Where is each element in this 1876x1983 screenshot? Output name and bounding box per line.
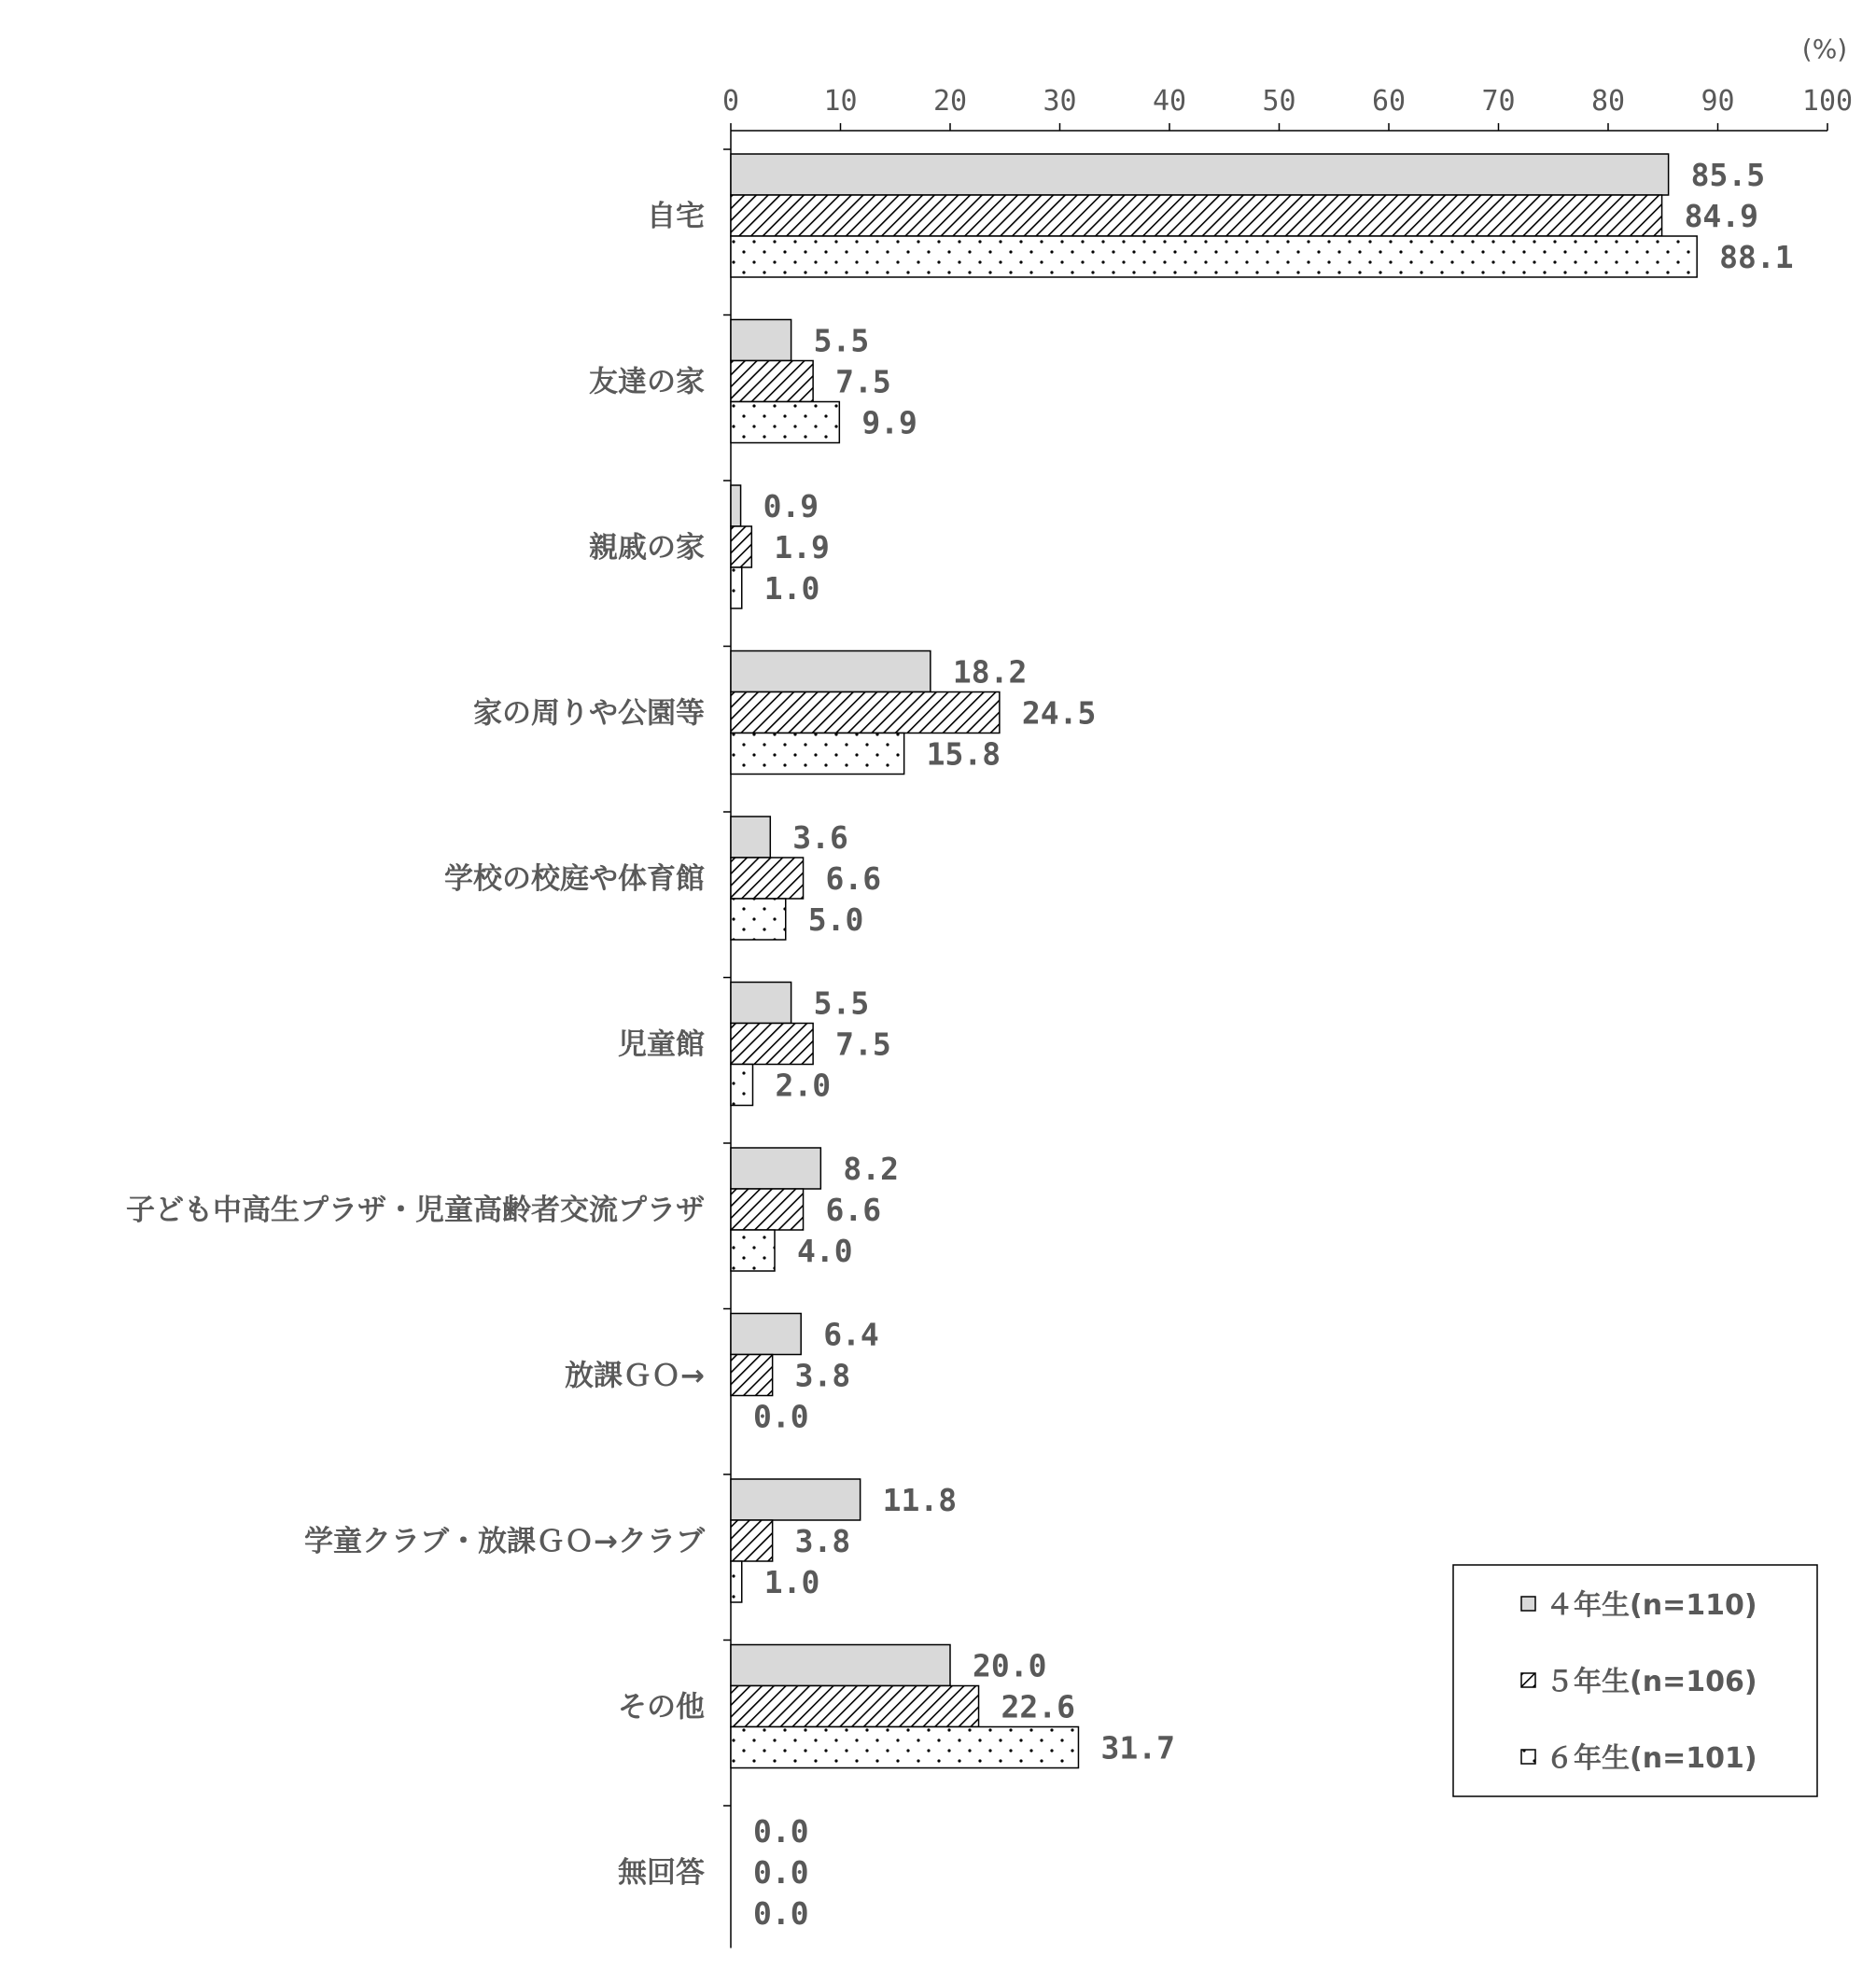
bar	[731, 567, 742, 608]
data-label: 0.0	[753, 1895, 809, 1932]
data-label: 5.5	[813, 985, 870, 1022]
legend-label: ６年生(n=101)	[1546, 1742, 1757, 1775]
data-label: 88.1	[1719, 239, 1794, 275]
data-label: 0.0	[753, 1813, 809, 1850]
bar	[731, 1024, 813, 1065]
x-tick-label: 100	[1801, 85, 1854, 118]
bar	[731, 485, 741, 526]
data-label: 3.8	[794, 1523, 851, 1559]
bar	[731, 1479, 861, 1520]
x-tick-label: 50	[1262, 85, 1296, 118]
data-label: 11.8	[882, 1482, 958, 1518]
bar	[731, 1686, 979, 1727]
category-label: 放課ＧＯ→	[565, 1359, 705, 1393]
unit-label: (%)	[1801, 34, 1848, 64]
legend-swatch	[1521, 1673, 1535, 1687]
data-label: 8.2	[843, 1151, 899, 1187]
data-label: 1.0	[763, 1564, 820, 1600]
bar	[731, 236, 1697, 277]
legend	[1453, 1565, 1817, 1796]
data-label: 3.6	[792, 819, 848, 856]
x-tick-label: 80	[1590, 85, 1626, 118]
data-label: 15.8	[926, 735, 1001, 773]
category-label: 児童館	[618, 1027, 705, 1062]
data-label: 6.6	[825, 1192, 882, 1228]
bar	[731, 817, 770, 858]
x-tick-label: 70	[1481, 85, 1516, 118]
bar	[731, 1189, 804, 1230]
bar	[731, 858, 804, 899]
legend-swatch	[1521, 1750, 1535, 1764]
category-label: 家の周りや公園等	[473, 696, 705, 731]
category-label: 学校の校庭や体育館	[444, 862, 705, 896]
bar	[731, 1314, 801, 1355]
bar	[731, 1065, 753, 1106]
bar	[731, 1645, 950, 1686]
bar	[731, 1520, 773, 1561]
x-tick-label: 40	[1152, 85, 1187, 118]
data-label: 7.5	[835, 363, 891, 400]
x-tick-label: 60	[1371, 85, 1407, 118]
data-label: 1.9	[774, 529, 830, 566]
bar	[731, 733, 904, 775]
data-label: 3.8	[794, 1357, 851, 1394]
bar	[731, 899, 786, 940]
data-label: 85.5	[1690, 157, 1766, 193]
data-label: 6.6	[825, 860, 882, 897]
bar	[731, 1230, 775, 1271]
x-tick-label: 10	[823, 85, 858, 118]
category-label: その他	[618, 1690, 705, 1725]
data-label: 31.7	[1100, 1729, 1175, 1767]
bar	[731, 651, 931, 692]
data-label: 9.9	[861, 404, 917, 441]
category-label: 親戚の家	[589, 531, 705, 565]
bar	[731, 320, 791, 361]
data-label: 22.6	[1001, 1688, 1076, 1725]
data-label: 6.4	[823, 1316, 879, 1353]
x-tick-label: 20	[932, 85, 968, 118]
data-label: 0.0	[753, 1398, 809, 1435]
category-label: 子ども中高生プラザ・児童高齢者交流プラザ	[126, 1194, 705, 1227]
legend-label: ５年生(n=106)	[1546, 1666, 1757, 1698]
bar	[731, 361, 813, 402]
data-label: 2.0	[775, 1067, 832, 1104]
bar	[731, 1727, 1078, 1768]
category-label: 友達の家	[589, 365, 705, 399]
x-tick-label: 90	[1701, 85, 1735, 118]
legend-swatch	[1521, 1597, 1535, 1611]
data-label: 0.0	[753, 1854, 809, 1891]
bar	[731, 154, 1669, 195]
bar	[731, 1561, 742, 1602]
bar	[731, 526, 751, 567]
data-label: 5.0	[807, 901, 864, 938]
bar	[731, 195, 1662, 236]
data-label: 7.5	[835, 1026, 891, 1063]
bar	[731, 692, 1000, 733]
category-label: 無回答	[618, 1856, 705, 1890]
x-tick-label: 30	[1043, 85, 1077, 118]
data-label: 84.9	[1684, 198, 1759, 234]
legend-label: ４年生(n=110)	[1546, 1589, 1757, 1622]
data-label: 18.2	[952, 653, 1028, 691]
x-tick-label: 0	[721, 85, 740, 118]
category-label: 学童クラブ・放課ＧＯ→クラブ	[304, 1525, 705, 1558]
category-label: 自宅	[647, 200, 705, 233]
data-label: 4.0	[797, 1233, 853, 1269]
bar	[731, 402, 839, 443]
data-label: 24.5	[1021, 694, 1097, 732]
data-label: 1.0	[763, 570, 820, 607]
data-label: 5.5	[813, 322, 870, 359]
data-label: 0.9	[763, 488, 819, 524]
data-label: 20.0	[973, 1647, 1047, 1684]
bar	[731, 1148, 820, 1189]
bar	[731, 1355, 773, 1396]
bar	[731, 983, 791, 1024]
